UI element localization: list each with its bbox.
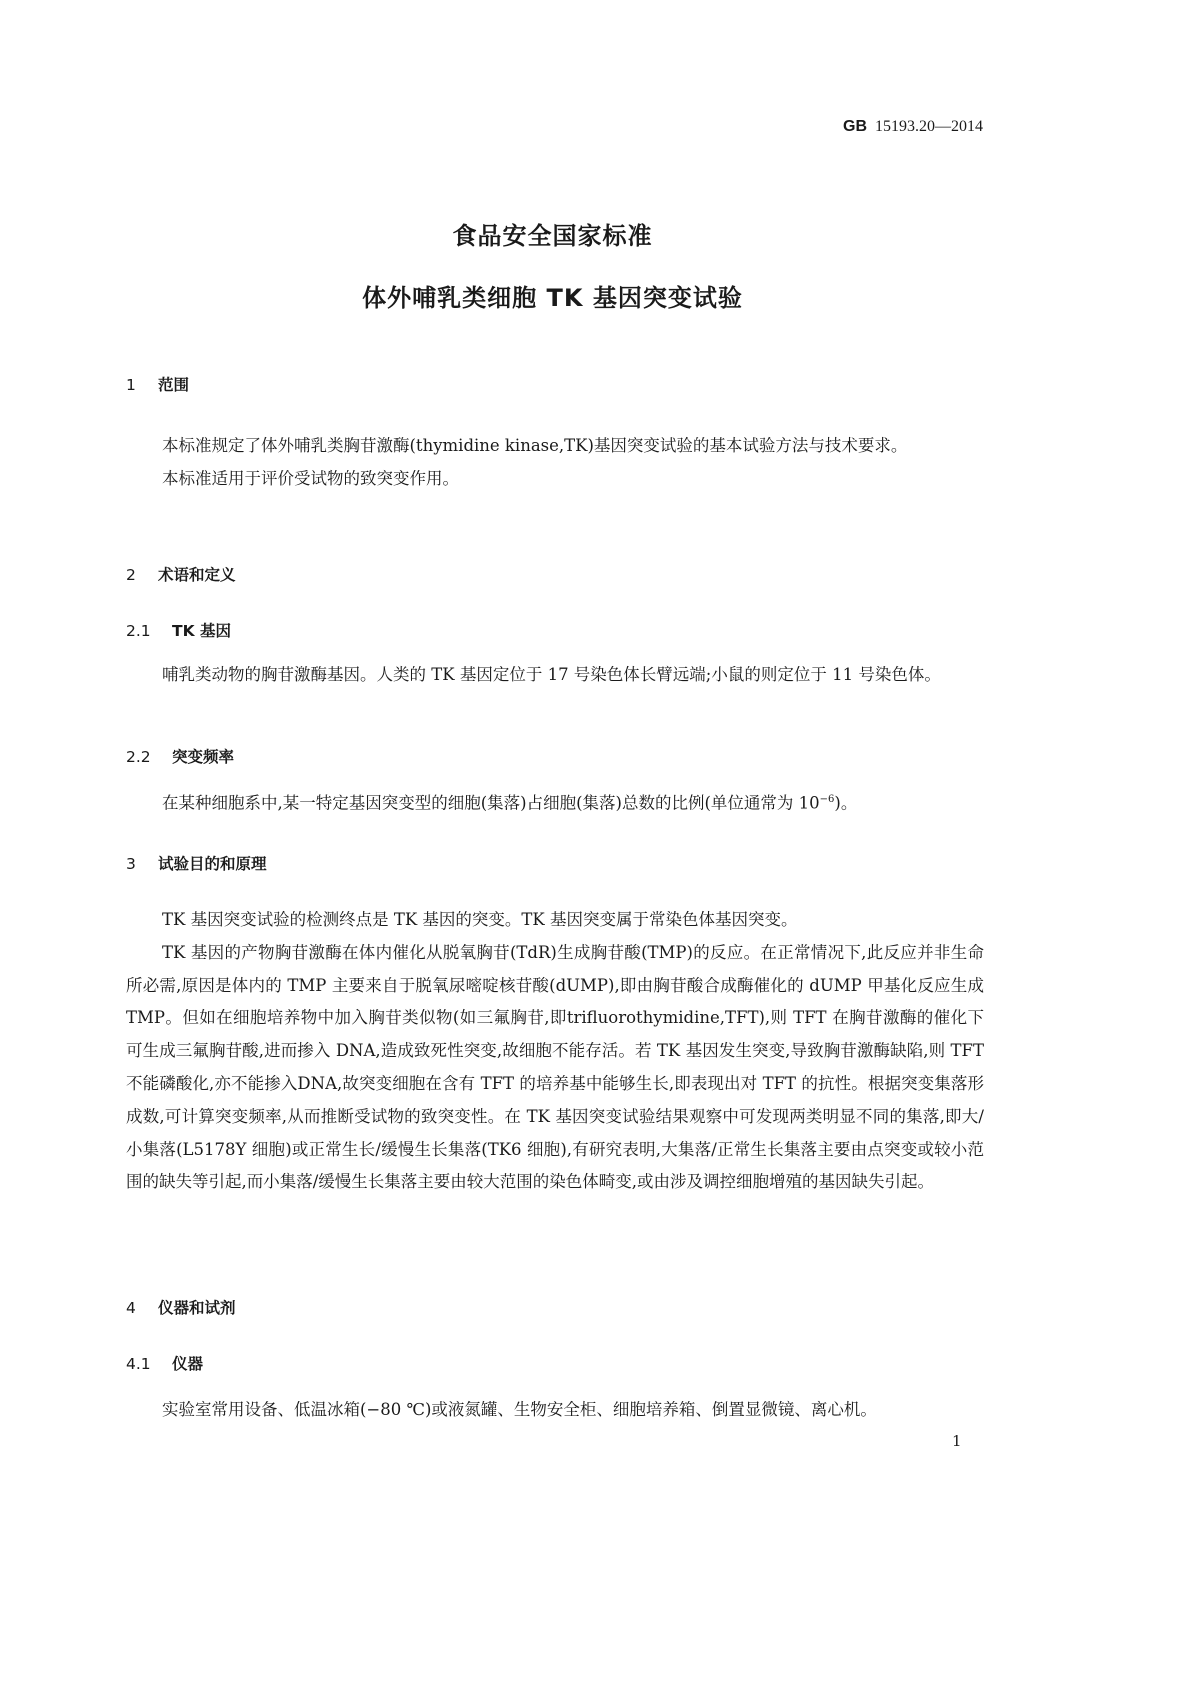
document-subtitle: 体外哺乳类细胞 TK 基因突变试验 [362, 284, 743, 312]
section-heading-4-1: 4.1 仪器 [126, 1355, 204, 1373]
paragraph: 本标准适用于评价受试物的致突变作用。 [162, 468, 459, 488]
section-2-1-body [126, 659, 984, 692]
section-heading-3: 3 试验目的和原理 [126, 855, 267, 873]
section-heading-2-1: 2.1 TK 基因 [126, 622, 231, 640]
paragraph: TK 基因的产物胸苷激酶在体内催化从脱氧胸苷(TdR)生成胸苷酸(TMP)的反应。在正常情况下,此反应并非生命所必需,原因是体内的 TMP 主要来自于脱氧尿嘧啶核苷酸(dUMP),即由胸苷酸合成酶催化的 dUMP 甲基化反应生成 TMP。但如在细胞培养物中加入胸苷类似物(如三氟胸苷,即trifluorothymidine,TFT),则 TFT 在胸苷激酶的催化下可生成三氟胸苷酸,进而掺入 DNA,造成致死性突变,故细胞不能存活。若 TK 基因发生突变,导致胸苷激酶缺陷,则 TFT 不能磷酸化,亦不能掺入DNA,故突变细胞在含有 TFT 的培养基中能够生长,即表现出对 TFT 的抗性。根据突变集落形成数,可计算突变频率,从而推断受试物的致突变性。在 TK 基因突变试验结果观察中可发现两类明显不同的集落,即大/小集落(L5178Y 细胞)或正常生长/缓慢生长集落(TK6 细胞),有研究表明,大集落/正常生长集落主要由点突变或较小范围的缺失等引起,而小集落/缓慢生长集落主要由较大范围的染色体畸变,或由涉及调控细胞增殖的基因缺失引起。 [126, 942, 984, 1192]
section-heading-1: 1 范围 [126, 376, 190, 394]
paragraph: 实验室常用设备、低温冰箱(−80 ℃)或液氮罐、生物安全柜、细胞培养箱、倒置显微镜、离心机。 [162, 1400, 877, 1419]
paragraph: 在某种细胞系中,某一特定基因突变型的细胞(集落)占细胞(集落)总数的比例(单位通常为 $10^{-6}$)。 [162, 793, 858, 813]
section-4-1-body [126, 1394, 984, 1427]
section-heading-4: 4 仪器和试剂 [126, 1299, 236, 1317]
section-1-body [126, 430, 984, 496]
paragraph: 哺乳类动物的胸苷激酶基因。人类的 TK 基因定位于 17 号染色体长臂远端;小鼠的则定位于 11 号染色体。 [162, 665, 941, 684]
section-heading-2-2: 2.2 突变频率 [126, 748, 235, 766]
paragraph: TK 基因突变试验的检测终点是 TK 基因的突变。TK 基因突变属于常染色体基因突变。 [162, 910, 798, 929]
page-number: 1 [952, 1432, 962, 1450]
paragraph: 本标准规定了体外哺乳类胸苷激酶(thymidine kinase,TK)基因突变试验的基本试验方法与技术要求。 [162, 436, 908, 455]
document-title: 食品安全国家标准 [452, 222, 653, 250]
section-2-2-body [126, 784, 984, 820]
section-3-body [126, 904, 984, 1199]
standard-number: GB 15193.20—2014 [843, 118, 983, 135]
section-heading-2: 2 术语和定义 [126, 566, 236, 584]
